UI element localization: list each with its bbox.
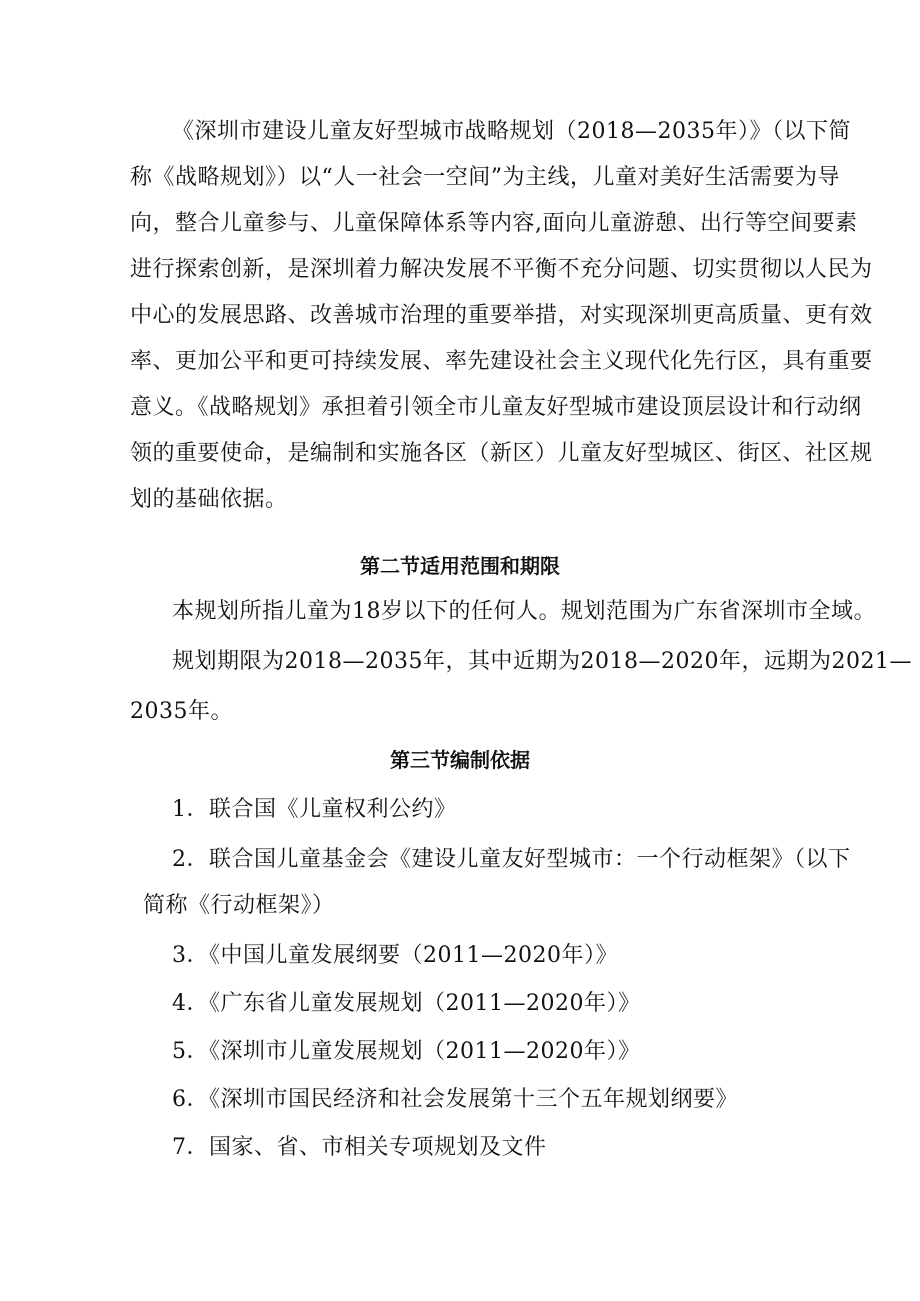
- term-paragraph-line-2: 2035年。: [130, 699, 233, 724]
- basis-item-7: 7．国家、省、市相关专项规划及文件: [172, 1135, 547, 1160]
- basis-item-6: 6．《深圳市国民经济和社会发展第十三个五年规划纲要》: [172, 1087, 738, 1112]
- basis-item-4: 4．《广东省儿童发展规划（2011—2020年）》: [172, 991, 641, 1016]
- intro-line-3: 向，整合儿童参与、儿童保障体系等内容,面向儿童游憩、出行等空间要素: [130, 211, 858, 236]
- basis-item-3: 3．《中国儿童发展纲要（2011—2020年）》: [172, 943, 618, 968]
- term-paragraph-line-1: 规划期限为2018—2035年，其中近期为2018—2020年，远期为2021—: [172, 649, 912, 674]
- basis-item-2-continuation: 简称《行动框架》）: [143, 893, 335, 918]
- intro-line-1: 《深圳市建设儿童友好型城市战略规划（2018—2035年）》（以下简: [172, 119, 851, 144]
- intro-line-8: 领的重要使命，是编制和实施各区（新区）儿童友好型城区、街区、社区规: [130, 441, 873, 466]
- basis-item-5: 5．《深圳市儿童发展规划（2011—2020年）》: [172, 1039, 641, 1064]
- section-heading-scope: 第二节适用范围和期限: [360, 554, 560, 578]
- intro-line-5: 中心的发展思路、改善城市治理的重要举措，对实现深圳更高质量、更有效: [130, 303, 873, 328]
- basis-item-1: 1．联合国《儿童权利公约》: [172, 797, 457, 822]
- intro-line-6: 率、更加公平和更可持续发展、率先建设社会主义现代化先行区，具有重要: [130, 349, 873, 374]
- basis-item-2: 2．联合国儿童基金会《建设儿童友好型城市：一个行动框架》（以下: [172, 847, 851, 872]
- section-heading-basis: 第三节编制依据: [390, 748, 530, 772]
- intro-line-9: 划的基础依据。: [130, 487, 288, 512]
- intro-line-4: 进行探索创新，是深圳着力解决发展不平衡不充分问题、切实贯彻以人民为: [130, 257, 873, 282]
- scope-paragraph: 本规划所指儿童为18岁以下的任何人。规划范围为广东省深圳市全域。: [172, 599, 876, 624]
- intro-line-7: 意义。《战略规划》承担着引领全市儿童友好型城市建设顶层设计和行动纲: [130, 395, 862, 420]
- intro-line-2: 称《战略规划》）以“人一社会一空间”为主线，儿童对美好生活需要为导: [130, 165, 840, 190]
